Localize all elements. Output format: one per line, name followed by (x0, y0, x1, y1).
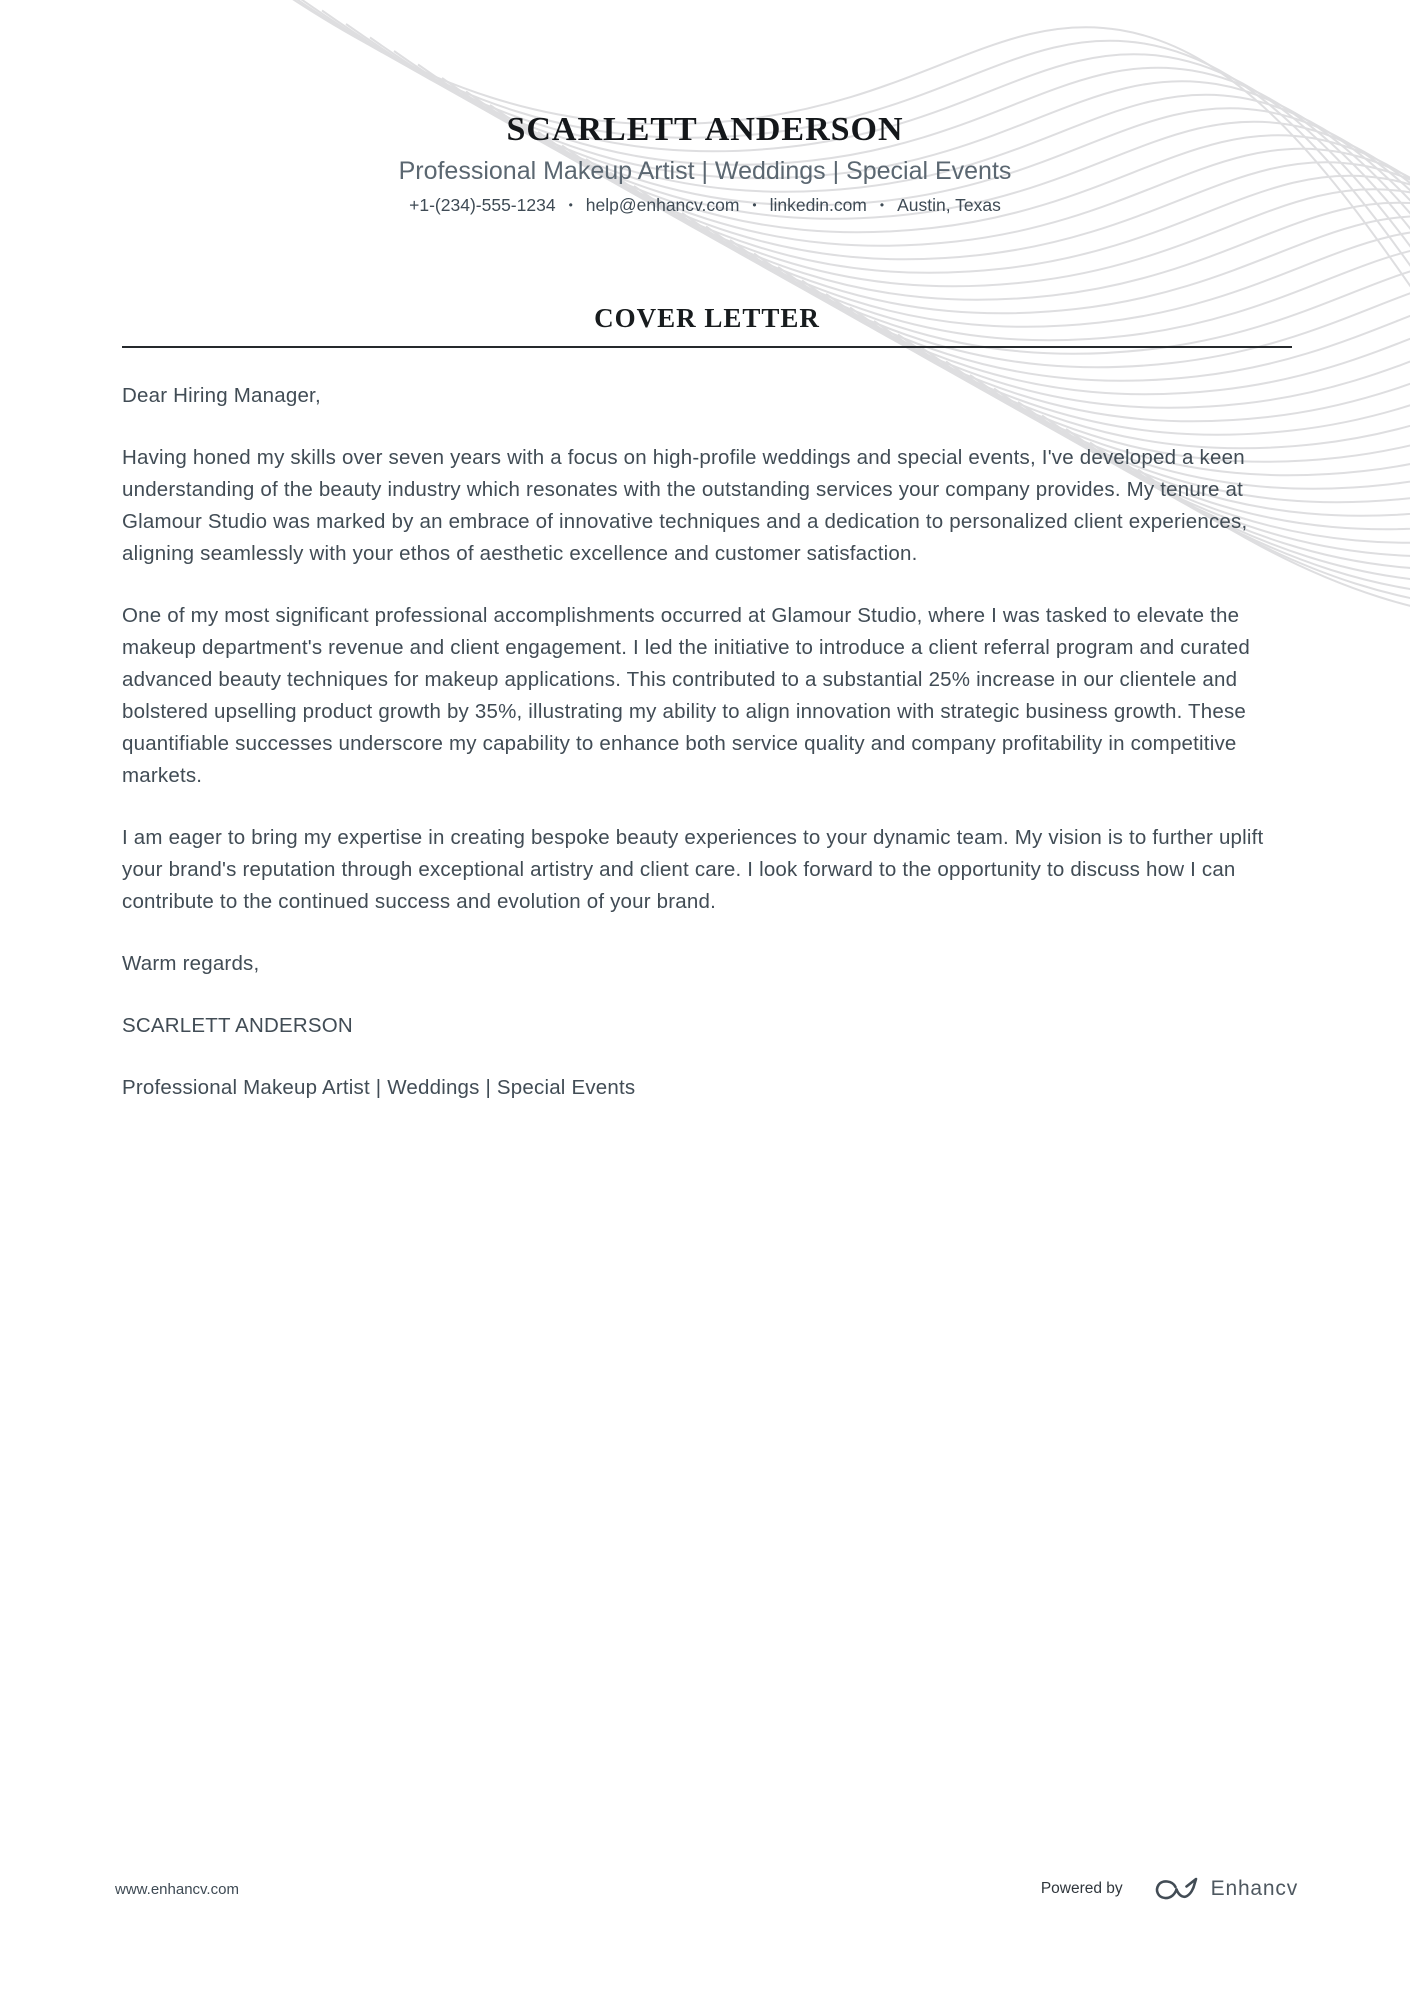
letter-paragraph-1: Having honed my skills over seven years with a focus on high-profile weddings and special events, I've developed a keen understanding of the beauty industry which resonates with the outstanding services your company provides. My tenure at Glamour Studio was marked by an embrace of innovative techniques and a dedication to personalized client experiences, aligning seamlessly with your ethos of aesthetic excellence and customer satisfaction. (122, 446, 1248, 566)
enhancv-wordmark[interactable]: Enhancv (1210, 1877, 1298, 1900)
section-title: COVER LETTER (594, 303, 820, 334)
closing: Warm regards, (122, 952, 260, 976)
salutation: Dear Hiring Manager, (122, 384, 321, 408)
powered-by-group (1041, 1876, 1298, 1902)
contact-line (0, 195, 1410, 216)
footer-website-link[interactable]: www.enhancv.com (115, 1880, 239, 1898)
bullet-separator-icon: • (879, 198, 885, 213)
page-footer (115, 1874, 1298, 1904)
contact-email: help@enhancv.com (585, 195, 740, 216)
enhancv-logo-icon[interactable] (1153, 1876, 1199, 1902)
document-header (0, 0, 1410, 216)
section-divider (122, 346, 1292, 348)
contact-linkedin: linkedin.com (769, 195, 867, 216)
person-title: Professional Makeup Artist | Weddings | Special Events (398, 156, 1012, 185)
powered-by-label: Powered by (1040, 1880, 1123, 1897)
contact-phone: +1-(234)-555-1234 (409, 195, 556, 216)
person-name: SCARLETT ANDERSON (506, 111, 904, 148)
bullet-separator-icon: • (568, 198, 573, 213)
cover-letter-body (122, 302, 1292, 1104)
contact-location: Austin, Texas (897, 195, 1001, 216)
signature-title: Professional Makeup Artist | Weddings | Special Events (122, 1076, 636, 1100)
bullet-separator-icon: • (752, 198, 757, 213)
signature-name: SCARLETT ANDERSON (122, 1014, 353, 1038)
letter-paragraph-2: One of my most significant professional accomplishments occurred at Glamour Studio, where I was tasked to elevate the makeup department's revenue and client engagement. I led the initiative to introduce a client referral program and curated advanced beauty techniques for makeup applications. This contributed to a substantial 25% increase in our clientele and bolstered upselling product growth by 35%, illustrating my ability to align innovation with strategic business growth. These quantifiable successes underscore my capability to enhance both service quality and company profitability in competitive markets. (122, 604, 1250, 788)
letter-paragraph-3: I am eager to bring my expertise in creating bespoke beauty experiences to your dynamic team. My vision is to further uplift your brand's reputation through exceptional artistry and client care. I look forward to the opportunity to discuss how I can contribute to the continued success and evolution of your brand. (122, 826, 1264, 914)
